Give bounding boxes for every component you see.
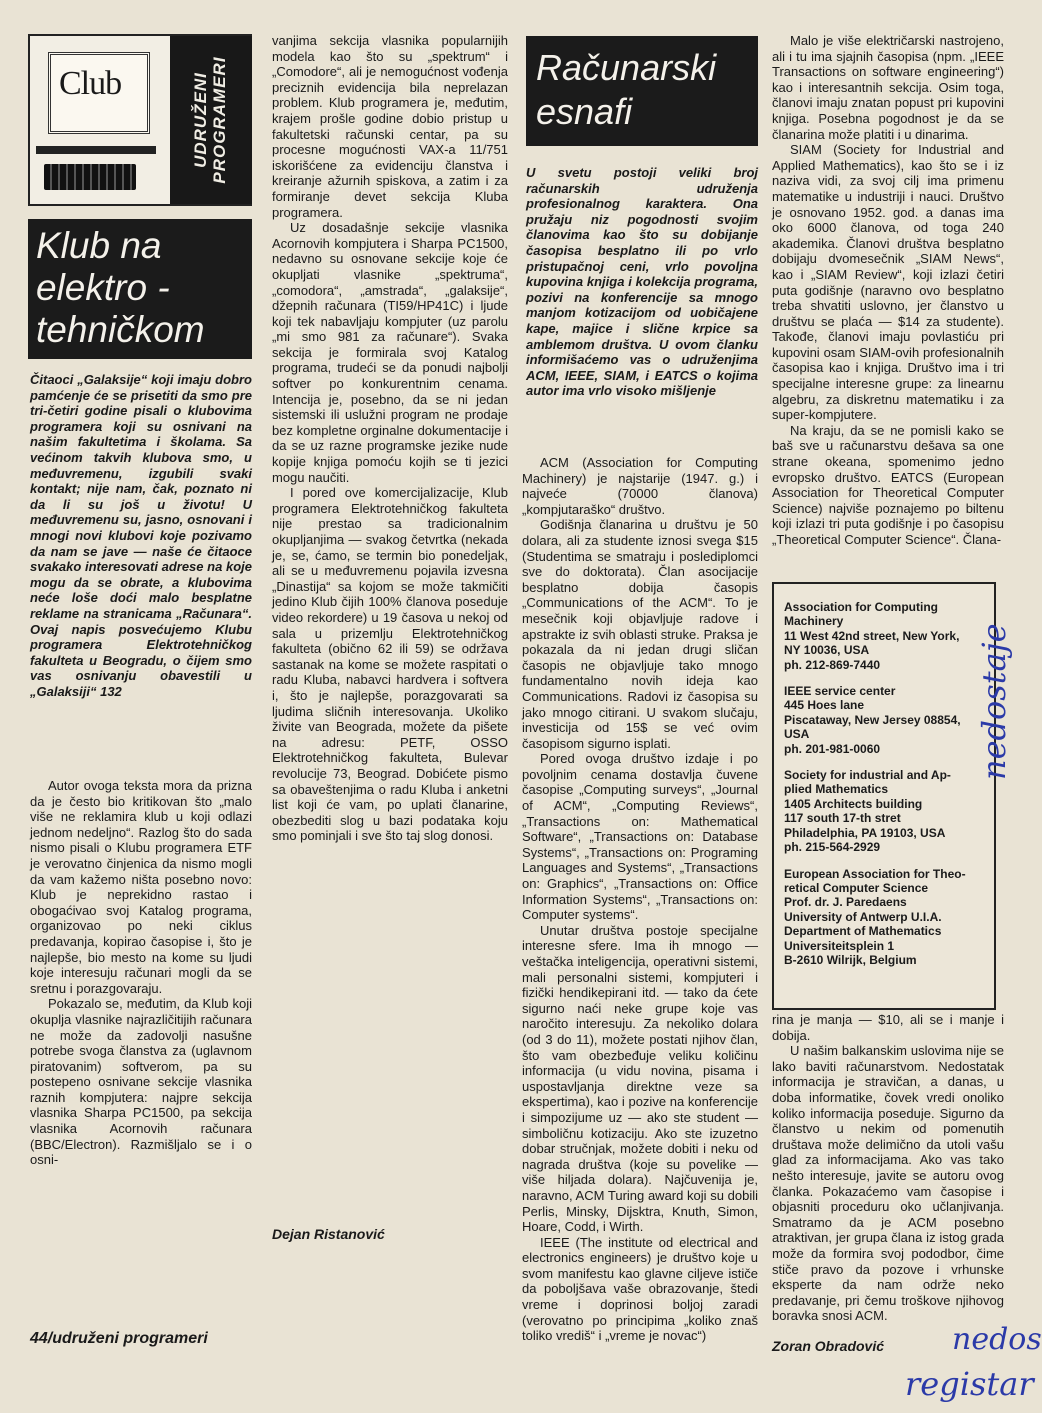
paragraph: Godišnja članarina u društvu je 50 dolara, ali za studente iznosi svega $15 (Studentima se smatraju i poslediplomci sve do doktorata). Član asocijacije besplatno dobija časopis „Communications of the ACM“. To je mesečnik koji objavljuje radove i apstrakte iz svih oblasti struke. Praksa je pokazala da ni jedan drugi sličan časopis ne objavljuje tako mnogo fundamentalno novih ideja kao Communications. Radovi iz časopisa su jako mnogo citirani. U svakom slučaju, investicija od 15$ se već ovim časopisom sigurno isplati. [522, 517, 758, 751]
address-eatcs [784, 867, 984, 968]
paragraph: vanjima sekcija vlasnika popularnijih modela kao što su „spektrum“ i „Comodore“, ali je nemogućnost vođenja preciznih evidencija bila neprelazan problem. Klub programera je, međutim, krajem prošle godine dobio pristup u fakultetski računski centar, pa su procesne mogućnosti VAX-a 11/751 iskorišćene za evidenciju članstva i kreiranje ažurnih spiskova, a zatim i za formiranje devet sekcija Kluba programera. [272, 33, 508, 220]
article2-column-3 [522, 455, 758, 1344]
article1-column-2 [272, 33, 508, 844]
article2-title: Računarski esnafi [536, 47, 717, 132]
article2-column-4-bottom [772, 1012, 1004, 1324]
paragraph: Autor ovoga teksta mora da prizna da je često bio kritikovan što „malo više ne reklamira klub u koji odlazi jednom nedeljno“. Razlog što do sada nismo pisali o Klubu programera ETF je verovatno činjenica da nismo mogli da vam kažemo ništa posebno novo: Klub je neprekidno rastao i obogaćivao svoj Katalog programa, organizovao po neki ciklus predavanja, kopirao časopise i, što je najlepše, bio mesto na kome su ljudi koje interesuju računari mogli da se sretnu i porazgovaraju. [30, 778, 252, 996]
section-label: UDRUŽENI PROGRAMERI [191, 56, 229, 184]
page-label: 44/udruženi programeri [30, 1330, 208, 1347]
address-acm [784, 600, 984, 672]
handwritten-note-bottom-1: nedos [952, 1322, 1042, 1357]
paragraph: I pored ove komercijalizacije, Klub programera Elektrotehničkog fakulteta nije prestao sa tradicionalnim okupljanjima — svakog četvrtka (nekada je, se, ćamo, se termin bio ponedeljak, ali se u međuvremenu pojavila izvesna „Dinastija“ sa kojom se može takmičiti jedino Klub čijih 100% članova poseduje video rekordere) u 19 časova u nekoj od sala u prizemlju Elektrotehničkog fakulteta (obično 62 ili 59) se održava sastanak na kome se možete raspitati o radu Kluba, nabavci hardvera i softvera i, što je najlepše, porazgovarati sa ljudima sličnih interesovanja. Ukoliko živite van Beograda, možete da pišete na adresu: PETF, OSSO Elektrotehničkog fakulteta, Bulevar revolucije 73, Beograd. Dobićete pismo sa obaveštenjima o radu Kluba i anketni list koji će vam, po uplati članarine, obezbediti slog u bazi podataka koju smo pominjali i sve što taj slog donosi. [272, 485, 508, 844]
address-text: Society for industrial and Ap- plied Mathematics 1405 Architects building 117 south 17-th stret Philadelphia, PA 19103, USA ph. 215-564-2929 [784, 768, 951, 855]
address-box [772, 582, 996, 1010]
article1-intro: Čitaoci „Galaksije“ koji imaju dobro pamćenje će se prisetiti da smo pre tri-četiri godine pisali o klubovima programera koji su osnivani na našim fakultetima i školama. Sa većinom takvih klubova smo, u međuvremenu, izgubili svaki kontakt; nije nam, čak, poznato ni da li su još u životu! U međuvremenu su, jasno, osnovani i mnogi novi klubovi koje pozivamo da nam se jave — naše će čitaoce svakako interesovati adrese na koje mogu da se obrate, a klubovima neće loše doći malo besplatne reklame na stranicama „Računara“. Ovaj napis posvećujemo Klubu programera Elektrotehničkog fakulteta u Beogradu, o čijem smo vas osnivanju obavestili u „Galaksiji“ 132 [30, 372, 252, 699]
handwritten-note-bottom-2: registar [905, 1365, 1034, 1403]
keyboard-icon [44, 164, 136, 190]
paragraph: Uz dosadašnje sekcije vlasnika Acornovih kompjutera i Sharpa PC1500, nedavno su osnovane sekcije koje će okupljati vlasnike „spektruma“, „comodora“, „amstrada“, „galaksije“, džepnih računara (TI59/HP41C) i ljude koji tek nabavljaju kompjuter (uz parolu „mi smo 981 za računare“). Svaka sekcija je formirala svoj Katalog programa, trudeći se da ponudi najbolji softver po konkurentnim cenama. Intencija je, posebno, da se ni jedan sistemski ili uslužni program ne prodaje bez kompletne orginalne dokumentacije i da se uz razne programske jezike nude kopije knjiga pomoću kojih se ti jezici mogu naučiti. [272, 220, 508, 485]
article1-title: Klub na elektro - tehničkom [36, 225, 205, 350]
paragraph: IEEE (The institute od electrical and electronics engineers) je društvo koje u svom manifestu kao glavne ciljeve ističe da poboljšava vaše obrazovanje, štedi vreme i doprinosi boljoj zaradi (verovatno po principima „koliko znaš toliko vrediš“ i „vreme je novac“) [522, 1234, 758, 1344]
club-illustration [28, 34, 252, 206]
computer-monitor-icon [48, 52, 150, 134]
address-text: IEEE service center 445 Hoes lane Piscataway, New Jersey 08854, USA ph. 201-981-0060 [784, 684, 961, 756]
paragraph: U našim balkanskim uslovima nije se lako baviti računarstvom. Nedostatak informacija je stravičan, a danas, u doba informatike, čovek vredi onoliko koliko informacija poseduje. Sigurno da članstvo u nekim od pomenutih društava može delimično da utoli vašu glad za informacijama. Ako vas tako nešto interesuje, javite se autoru ovog članka. Pokazaćemo vam časopise i objasniti proceduru oko učlanjivanja. Smatramo da je ACM posebno atraktivan, jer grupa člana iz istog grada može da formira svoj pododbor, čime stiče pravo da pozove i vrhunske eksperte da nam održe neko predavanje, pri čemu troškove njihovog boravka snosi ACM. [772, 1043, 1004, 1324]
computer-base-icon [36, 146, 156, 154]
article2-column-4-top [772, 33, 1004, 548]
article1-title-box [28, 219, 252, 359]
paragraph: Unutar društva postoje specijalne interesne sfere. Ima ih mnogo — veštačka inteligencija, operativni sistemi, mali personalni sistemi, kompjuteri i fizički hendikepirani itd. — tako da ćete sigurno naći neke grupe koje vas naročito interesuju. Za nekoliko dolara (od 3 do 11), možete postati njihov član, što vam obezbeđuje veliku količinu informacija (u vidu novina, pisama i uspostavljanja direktne veze sa ekspertima), kao i pozive na konferencije i simpozijume uz — ako ste student — simboličnu kotizaciju. Ako ste izuzetno dobar stručnjak, možete dobiti i neku od nagrada društva (koje su povelike — više hiljada dolara). Najčuvenija je, naravno, ACM Turing award koji su dobili Perlis, Minsky, Dijsktra, Knuth, Simon, Hoare, Codd, i Wirth. [522, 922, 758, 1235]
paragraph: Pored ovoga društvo izdaje i po povoljnim cenama dostavlja čuvene časopise „Computing surveys“, „Journal of ACM“, „Computing Reviews“, „Transactions on: Mathematical Software“, „Transactions on: Database Systems“, „Transactions on: Programing Languages and Systems“, „Transactions on: Graphics“, „Transactions on: Office Information Systems“, „Transactions on: Computer systems“. [522, 751, 758, 923]
club-logo-word: Club [59, 65, 122, 102]
paragraph: SIAM (Society for Industrial and Applied Mathematics), kao što se i iz naziva vidi, za svoj cilj ima primenu matematike u industriji i nauci. Društvo je osnovano 1952. god. a danas ima oko 6000 članova, od toga 240 akademika. Članovi društva besplatno dobijaju dvomesečnik „SIAM News“, kao i „SIAM Review“, koji izlazi četiri puta godišnje (naravno ovo besplatno treba shvatiti uslovno, jer članstvo u društvu se plaća — $14 za studente). Takođe, članovi imaju povlastiću pri kupovini osam SIAM-ovih profesionalnih časopisa kao i knjiga. Društvo ima i tri specijalne interesne grupe: za linearnu algebru, za diskretnu matematiku i za super-kompjutere. [772, 142, 1004, 423]
article2-intro: U svetu postoji veliki broj računarskih udruženja profesionalnog karaktera. Ona pružaju niz pogodnosti svojim članovima kao što su dobijanje časopisa besplatno ili po vrlo pristupačnoj ceni, vrlo povoljna kupovina knjiga i kolekcija programa, pozivi na konferencije sa mnogo manjom kotizacijom od uobičajene kape, majice i slične krpice sa amblemom društva. U ovom članku informišaćemo vas o udruženjima ACM, IEEE, SIAM, i EATCS o kojima autor ima vrlo visoko mišljenje [526, 165, 758, 399]
paragraph: ACM (Association for Computing Machinery) je najstarije (1947. g.) i najveće (70000 članova) „kompjutaraško“ društvo. [522, 455, 758, 517]
paragraph: Malo je više električarski nastrojeno, ali i tu ima sjajnih časopisa (npm. „IEEE Transactions on software engineering“) kao i interesantnih sekcija. Osim toga, članovi imaju znatan popust pri kupovini knjiga. Posebna pogodnost je da se članarina može platiti i u dinarima. [772, 33, 1004, 142]
article2-title-box [526, 36, 758, 146]
paragraph: Na kraju, da se ne pomisli kako se baš sve u računarstvu dešava sa one strane okeana, spomenimo jedno evropsko društvo. EATCS (European Association for Theoretical Computer Science) najviše poznajemo po biltenu koji izlazi tri puta godišnje i po časopisu „Theoretical Computer Science“. Člana- [772, 422, 1004, 547]
article1-column-1 [30, 778, 252, 1168]
article1-signature: Dejan Ristanović [272, 1226, 385, 1242]
paragraph: Pokazalo se, međutim, da Klub koji okuplja vlasnike najrazličitijih računara ne može da zadovolji nasušne potrebe svoga članstva za (uglavnom piratovanim) softverom, pa su postepeno osnivane sekcije vlasnika raznih kompjutera: najpre sekcija vlasnika Sharpa PC1500, pa sekcija vlasnika Acornovih računara (BBC/Electron). Razmišljalo se i o osni- [30, 996, 252, 1168]
handwritten-note-side: nedostaje [975, 623, 1013, 780]
article2-signature: Zoran Obradović [772, 1338, 885, 1354]
address-siam [784, 768, 984, 854]
section-label-strip [170, 36, 252, 204]
address-text: Association for Computing Machinery 11 West 42nd street, New York, NY 10036, USA ph. 212-869-7440 [784, 600, 960, 672]
paragraph: rina je manja — $10, ali se i manje i dobija. [772, 1012, 1004, 1043]
address-ieee [784, 684, 984, 756]
address-text: European Association for Theo- retical Computer Science Prof. dr. J. Paredaens University of Antwerp U.I.A. Department of Mathematics Universiteitsplein 1 B-2610 Wilrijk, Belgium [784, 866, 966, 967]
